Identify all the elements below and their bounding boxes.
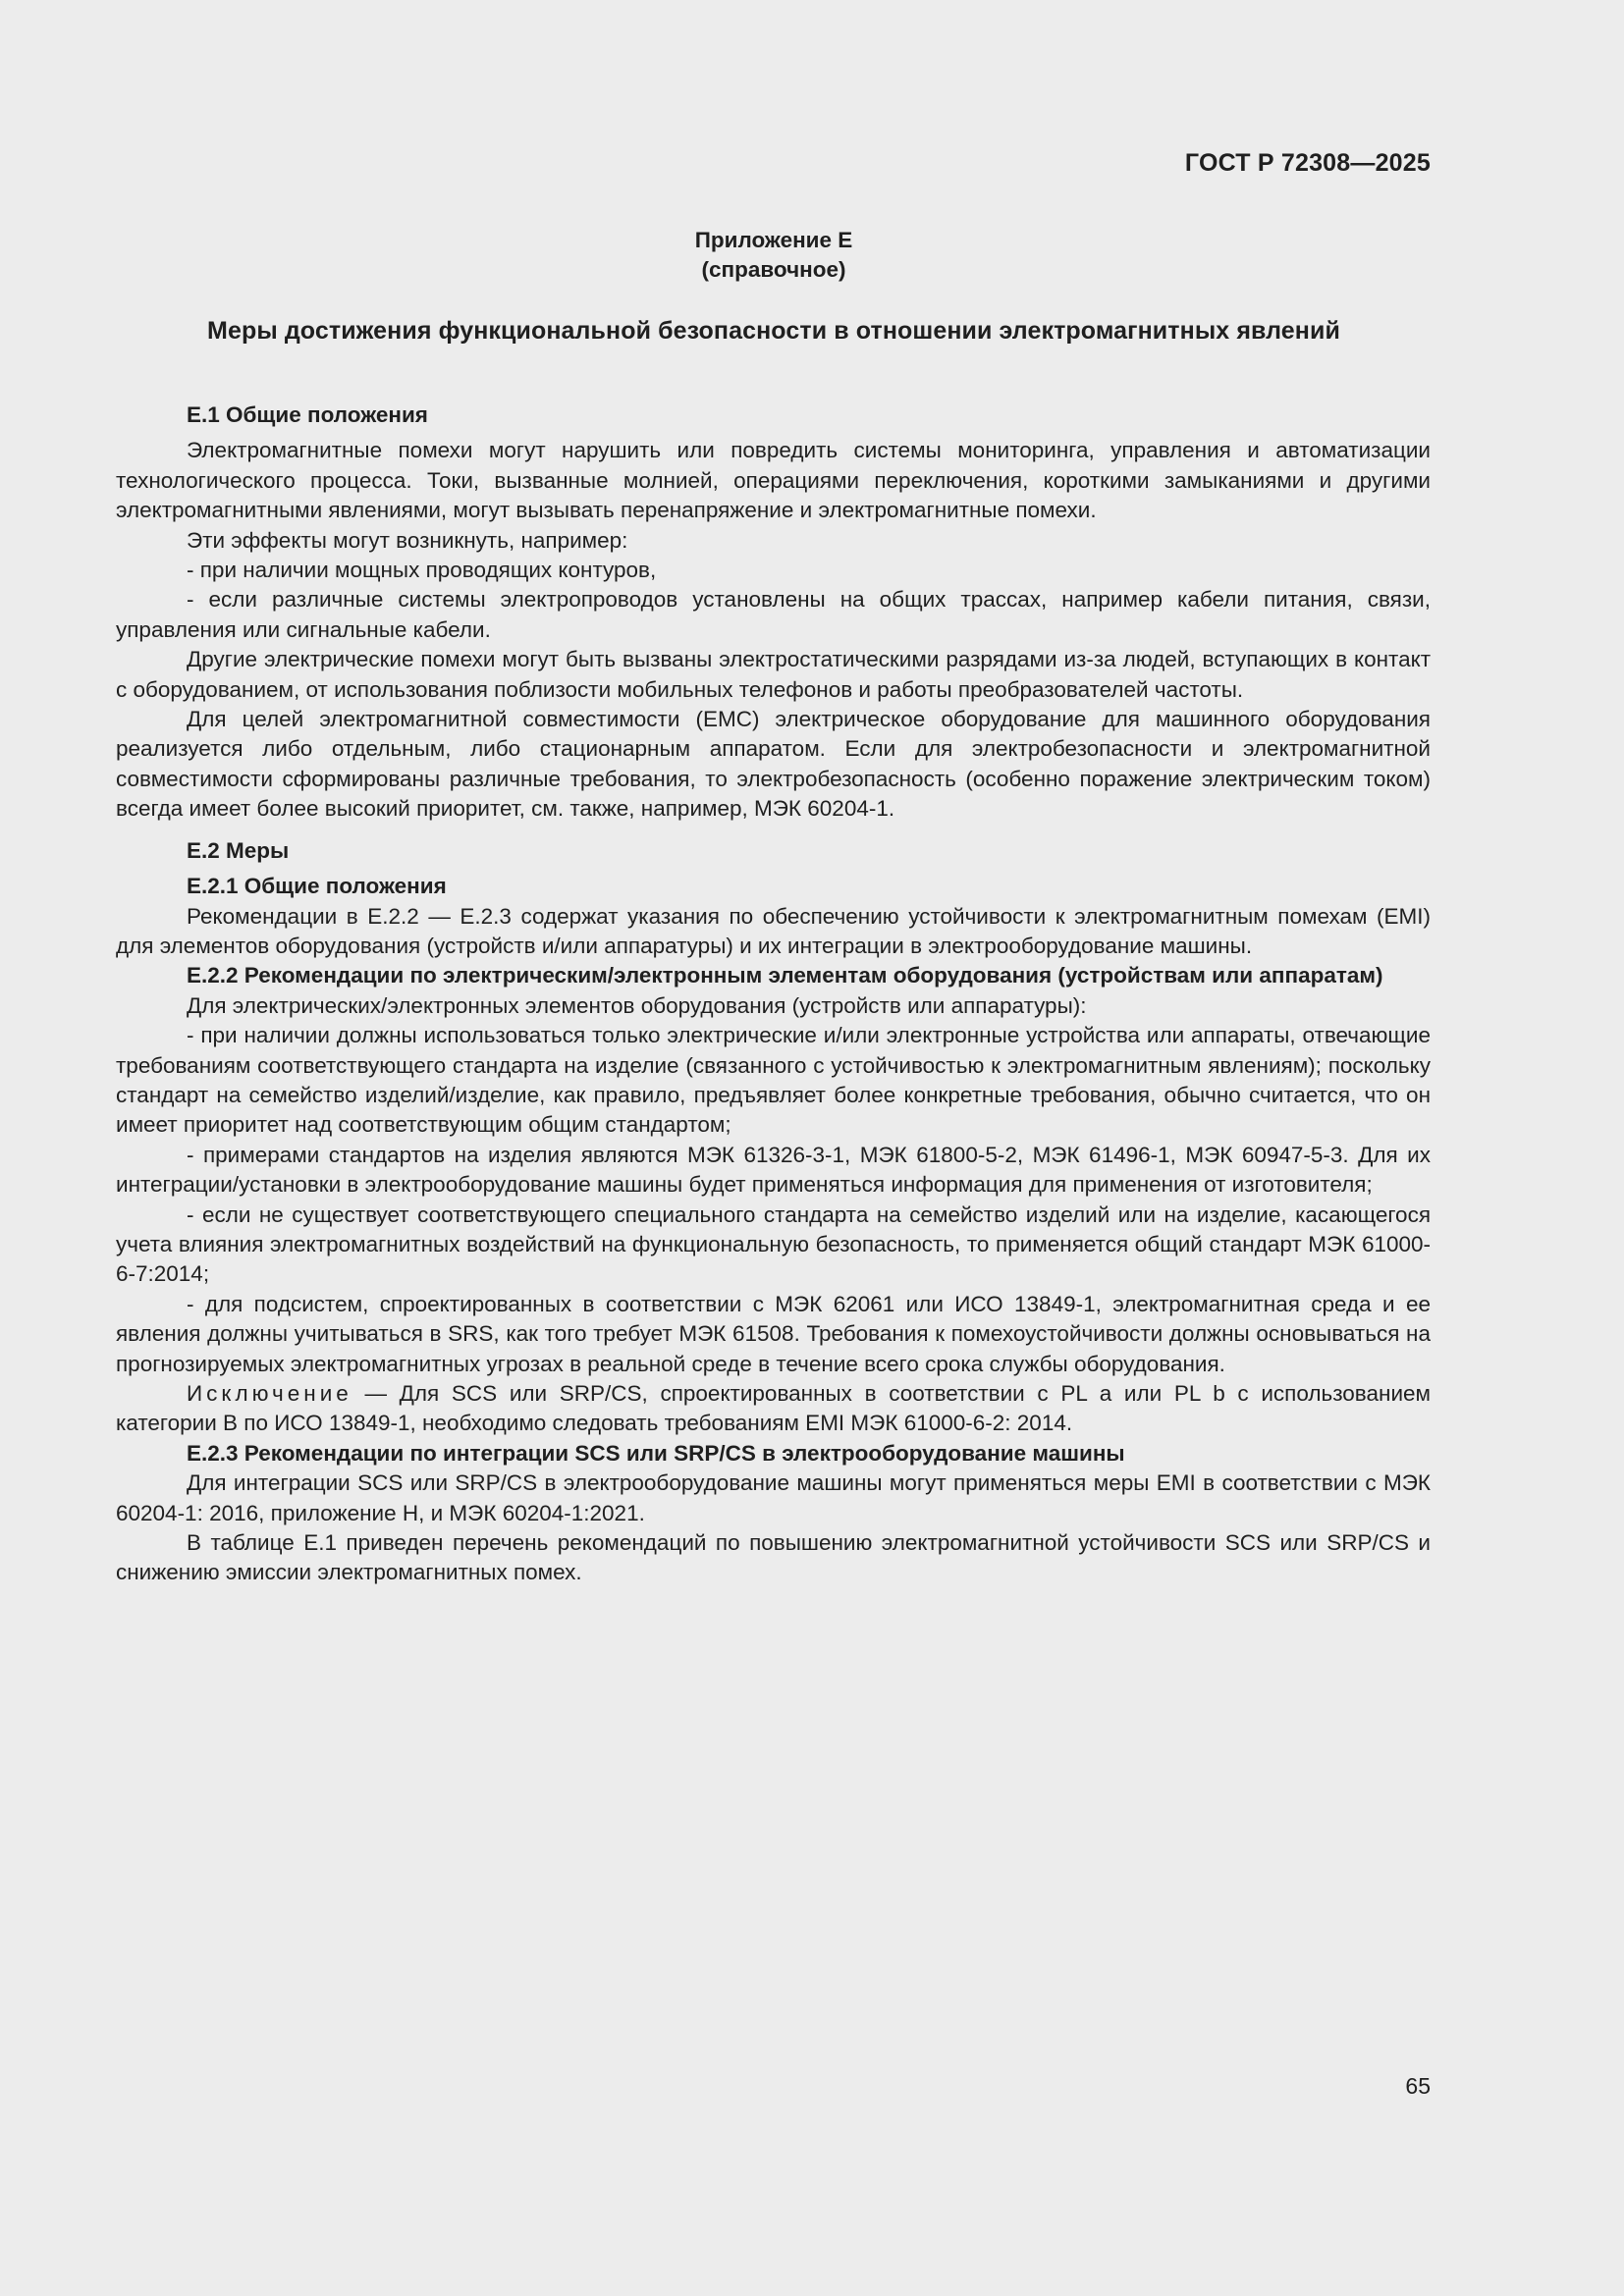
paragraph: В таблице Е.1 приведен перечень рекомендаций по повышению электромагнитной устойчивости SCS или SRP/CS и снижению эмиссии электромагнитных помех. xyxy=(116,1530,1431,1585)
paragraph: Для интеграции SCS или SRP/CS в электрооборудование машины могут применяться меры EMI в соответствии с МЭК 60204-1: 2016, приложение H, и МЭК 60204-1:2021. xyxy=(116,1470,1431,1525)
list-item: - примерами стандартов на изделия являются МЭК 61326-3-1, МЭК 61800-5-2, МЭК 61496-1, МЭК 60947-5-3. Для их интеграции/установки в электрооборудование машины будет применяться информация для применения от изготовителя; xyxy=(116,1142,1431,1198)
exception-text: — Для SCS или SRP/CS, спроектированных в соответствии с PL a или PL b с использованием категории В по ИСО 13849-1, необходимо следовать требованиям EMI МЭК 61000-6-2: 2014. xyxy=(116,1381,1431,1436)
subsection-heading-e2-1: Е.2.1 Общие положения xyxy=(187,874,447,899)
list-item: - для подсистем, спроектированных в соответствии с МЭК 62061 или ИСО 13849-1, электромагнитная среда и ее явления должны учитываться в SRS, как того требует МЭК 61508. Требования к помехоустойчивости должны основываться на прогнозируемых электромагнитных угрозах в реальной среде в течение всего срока службы оборудования. xyxy=(116,1291,1431,1376)
subsection-heading-e2-3: Е.2.3 Рекомендации по интеграции SCS или SRP/CS в электрооборудование машины xyxy=(187,1440,1125,1466)
section-heading-e2: Е.2 Меры xyxy=(187,837,290,863)
paragraph: Для целей электромагнитной совместимости (EMC) электрическое оборудование для машинного оборудования реализуется либо отдельным, либо стационарным аппаратом. Если для электробезопасности и электромагнитной совместимости сформированы различные требования, то электробезопасность (особенно поражение электрическим током) всегда имеет более высокий приоритет, см. также, например, МЭК 60204-1. xyxy=(116,707,1431,822)
paragraph: Для электрических/электронных элементов оборудования (устройств или аппаратуры): xyxy=(187,992,1087,1018)
list-item: - при наличии мощных проводящих контуров, xyxy=(187,558,657,583)
page-number: 65 xyxy=(1405,2073,1431,2099)
exception-note xyxy=(116,1379,1431,1439)
exception-label: Исключение xyxy=(187,1381,352,1406)
paragraph: Электромагнитные помехи могут нарушить или повредить системы мониторинга, управления и автоматизации технологического процесса. Токи, вызванные молнией, операциями переключения, короткими замыканиями и другими электромагнитными явлениями, могут вызывать перенапряжение и электромагнитные помехи. xyxy=(116,438,1431,523)
list-item: - если различные системы электропроводов установлены на общих трассах, например кабели питания, связи, управления или сигнальные кабели. xyxy=(116,587,1431,642)
section-heading-e1: Е.1 Общие положения xyxy=(187,402,428,427)
list-item: - если не существует соответствующего специального стандарта на семейство изделий или на изделие, касающегося учета влияния электромагнитных воздействий на функциональную безопасность, то применяется общий стандарт МЭК 61000-6-7:2014; xyxy=(116,1201,1431,1287)
document-body xyxy=(116,393,1431,1588)
annex-heading xyxy=(0,226,1547,285)
annex-kind: (справочное) xyxy=(701,257,846,282)
paragraph: Эти эффекты могут возникнуть, например: xyxy=(187,527,628,553)
annex-title: Меры достижения функциональной безопасности в отношении электромагнитных явлений xyxy=(207,317,1340,345)
annex-label: Приложение Е xyxy=(694,228,853,252)
paragraph: Другие электрические помехи могут быть вызваны электростатическими разрядами из-за людей, вступающих в контакт с оборудованием, от использования поблизости мобильных телефонов и работы преобразователей частоты. xyxy=(116,647,1431,702)
subsection-heading-e2-2: Е.2.2 Рекомендации по электрическим/электронным элементам оборудования (устройствам или аппаратам) xyxy=(187,963,1383,988)
list-item: - при наличии должны использоваться только электрические и/или электронные устройства или аппараты, отвечающие требованиям соответствующего стандарта на изделие (связанного с устойчивостью к электромагнитным явлениям); поскольку стандарт на семейство изделий/изделие, как правило, предъявляет более конкретные требования, обычно считается, что он имеет приоритет над соответствующим общим стандартом; xyxy=(116,1023,1431,1138)
document-code: ГОСТ Р 72308—2025 xyxy=(1184,149,1431,177)
paragraph: Рекомендации в Е.2.2 — Е.2.3 содержат указания по обеспечению устойчивости к электромагнитным помехам (EMI) для элементов оборудования (устройств и/или аппаратуры) и их интеграции в электрооборудование машины. xyxy=(116,903,1431,958)
